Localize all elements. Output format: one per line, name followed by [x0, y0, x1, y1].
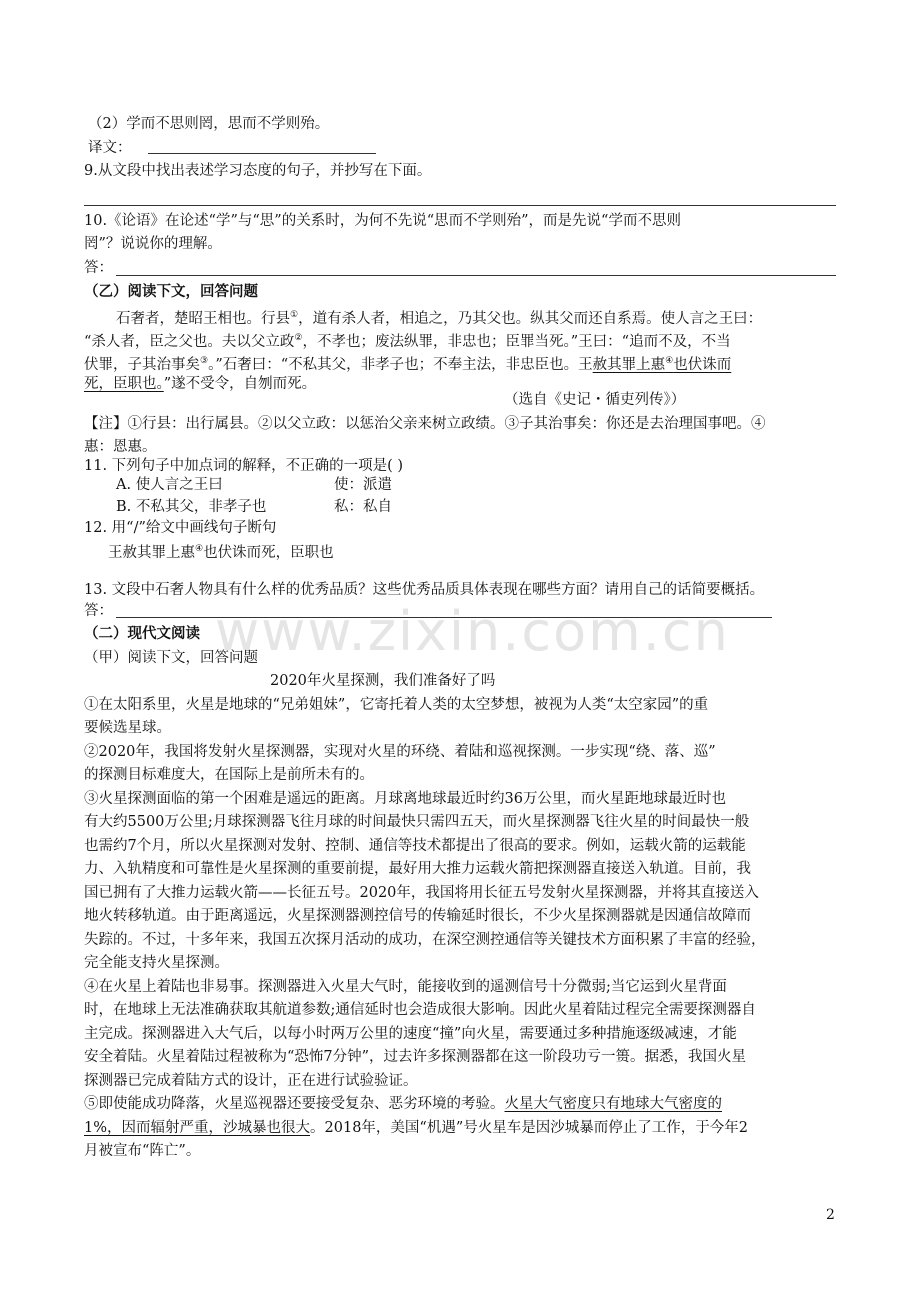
footnote-4: ④: [665, 356, 674, 366]
underlined-sentence-end: 1%，因而辐射严重，沙城暴也很大: [84, 1120, 311, 1136]
text-span: 。2018年，美国“机遇”号火星车是因沙城暴而停止了工作，于今年2: [310, 1120, 748, 1136]
text-span: 也伏诛而死，臣职也: [203, 544, 334, 561]
text-span: 石奢者，楚昭王相也。行县: [116, 310, 290, 327]
footnote-4-ref: ④: [195, 544, 204, 554]
article-p2-line-2: 的探测目标难度大，在国际上是前所未有的。: [84, 767, 374, 783]
section-jia-heading: （甲）阅读下文，回答问题: [84, 650, 258, 666]
question-12: 12. 用“/”给文中画线句子断句: [84, 520, 277, 536]
article-p2-line-1: ②2020年，我国将发射火星探测器，实现对火星的环绕、着陆和巡视探测。一步实现“绕、落、巡”: [84, 744, 716, 760]
article-p4-line-5: 探测器已完成着陆方式的设计，正在进行试验验证。: [84, 1073, 418, 1089]
underlined-sentence-part: 火星大气密度只有地球大气密度的: [504, 1096, 722, 1112]
notes-line-2: 惠：恩惠。: [84, 439, 157, 455]
text-span: “杀人者，臣之父也。夫以父立政: [84, 333, 295, 350]
article-p3-line-5: 国已拥有了大推力运载火箭——长征五号。2020年，我国将用长征五号发射火星探测器，并将其直接送入: [84, 885, 759, 901]
option-a-sentence: A. 使人言之王曰: [116, 477, 223, 493]
article-p3-line-6: 地火转移轨道。由于距离遥远，火星探测器测控信号的传输延时很长，不少火星探测器就是因通信故障而: [84, 908, 751, 924]
underlined-sentence-end: 死，臣职也。: [84, 376, 164, 392]
text-span: 王赦其罪上惠: [108, 544, 195, 561]
q11-option-b: [116, 496, 876, 518]
article-p1-line-1: ①在太阳系里，火星是地球的“兄弟姐妹”，它寄托着人类的太空梦想，被视为人类“太空家园”的重: [84, 697, 709, 713]
option-a-gloss: 使：派遣: [334, 477, 392, 493]
notes-line-1: 【注】①行县：出行属县。②以父立政：以惩治父亲来树立政绩。③子其治事矣：你还是去治理国事吧。④: [84, 416, 766, 432]
q10-answer-label: 答：: [84, 260, 113, 276]
question-10-line-2: 罔”？说说你的理解。: [84, 236, 222, 252]
text-span: 伏罪，子其治事矣: [84, 356, 200, 373]
classical-text-line-1: [116, 304, 876, 330]
article-p5-line-2: [84, 1117, 840, 1139]
article-p4-line-1: ④在火星上着陆也非易事。探测器进入火星大气时，能接收到的遥测信号十分微弱;当它运到火星背面: [84, 979, 727, 995]
section-yi-heading: （乙）阅读下文，回答问题: [84, 283, 258, 300]
article-title: 2020年火星探测，我们准备好了吗: [270, 673, 496, 689]
q11-option-a: [116, 474, 876, 496]
question-13: 13. 文段中石奢人物具有什么样的优秀品质？这些优秀品质具体表现在哪些方面？请用自己的话简要概括。: [84, 582, 765, 598]
section-modern-heading: （二）现代文阅读: [84, 625, 200, 642]
text-span: 。”石奢曰：“不私其父，非孝子也；不奉主法，非忠臣也。王: [208, 356, 593, 373]
footnote-1: ①: [290, 310, 299, 320]
page-number: 2: [826, 1207, 835, 1223]
footnote-3: ③: [200, 356, 209, 366]
question-11: 11. 下列句子中加点词的解释，不正确的一项是( ): [84, 458, 404, 474]
option-b-sentence: B. 不私其父，非孝子也: [116, 499, 267, 515]
q8-translation-row: [88, 137, 848, 159]
text-span: ，不孝也；废法纵罪，非忠也；臣罪当死。”王曰：“追而不及，不当: [302, 333, 731, 350]
text-span: ”遂不受令，自刎而死。: [163, 376, 317, 392]
translation-answer-line[interactable]: [148, 153, 376, 154]
text-span: ，道有杀人者，相追之，乃其父也。纵其父而还自系焉。使人言之王曰：: [298, 310, 763, 327]
q8-item-2: （2）学而不思则罔，思而不学则殆。: [88, 116, 330, 132]
article-p5-line-1: [84, 1093, 840, 1115]
question-10-line-1: 10.《论语》在论述“学”与“思”的关系时，为何不先说“思而不学则殆”，而是先说“学而不思则: [84, 213, 681, 229]
article-p4-line-3: 主完成。探测器进入大气后，以每小时两万公里的速度“撞”向火星，需要通过多种措施逐级减速，才能: [84, 1026, 737, 1042]
article-p1-line-2: 要候选星球。: [84, 720, 171, 736]
article-p3-line-4: 力、入轨精度和可靠性是火星探测的重要前提，最好用大推力运载火箭把探测器直接送入轨道。目前，我: [84, 861, 751, 877]
article-p3-line-1: ③火星探测面临的第一个困难是遥远的距离。月球离地球最近时约36万公里，而火星距地球最近时也: [84, 791, 726, 807]
watermark: www.zixin.com.cn: [215, 600, 730, 663]
footnote-2: ②: [294, 333, 303, 343]
underlined-sentence-part: [593, 357, 732, 373]
article-p4-line-2: 时，在地球上无法准确获取其航道参数;通信延时也会造成很大影响。因此火星着陆过程完全需要探测器自: [84, 1002, 756, 1018]
text-span: 也伏诛而: [673, 356, 732, 373]
classical-text-line-2: [84, 327, 844, 353]
source-citation: （选自《史记・循吏列传》）: [504, 392, 686, 408]
q10-answer-line[interactable]: [116, 275, 836, 276]
question-9: 9.从文段中找出表述学习态度的句子，并抄写在下面。: [84, 163, 432, 179]
article-p3-line-2: 有大约5500万公里;月球探测器飞往月球的时间最快只需四五天，而火星探测器飞往火星的时间最快一般: [84, 814, 750, 830]
q12-sentence: [108, 538, 868, 564]
classical-text-line-3: [84, 350, 844, 376]
article-p3-line-8: 完全能支持火星探测。: [84, 955, 229, 971]
q9-answer-line[interactable]: [84, 205, 836, 206]
text-span: ⑤即使能成功降落，火星巡视器还要接受复杂、恶劣环境的考验。: [84, 1096, 505, 1112]
text-span: 赦其罪上惠: [592, 356, 666, 373]
article-p5-line-3: 月被宣布“阵亡”。: [84, 1143, 201, 1159]
q13-answer-label: 答：: [84, 603, 113, 619]
option-b-gloss: 私：私自: [334, 499, 392, 515]
article-p4-line-4: 安全着陆。火星着陆过程被称为“恐怖7分钟”，过去许多探测器都在这一阶段功亏一篑。据悉，我国火星: [84, 1049, 747, 1065]
translation-label: 译文：: [88, 140, 132, 156]
article-p3-line-7: 失踪的。不过，十多年来，我国五次探月活动的成功，在深空测控通信等关键技术方面积累了丰富的经验，: [84, 932, 766, 948]
article-p3-line-3: 也需约7个月，所以火星探测对发射、控制、通信等技术都提出了很高的要求。例如，运载火箭的运载能: [84, 838, 746, 854]
